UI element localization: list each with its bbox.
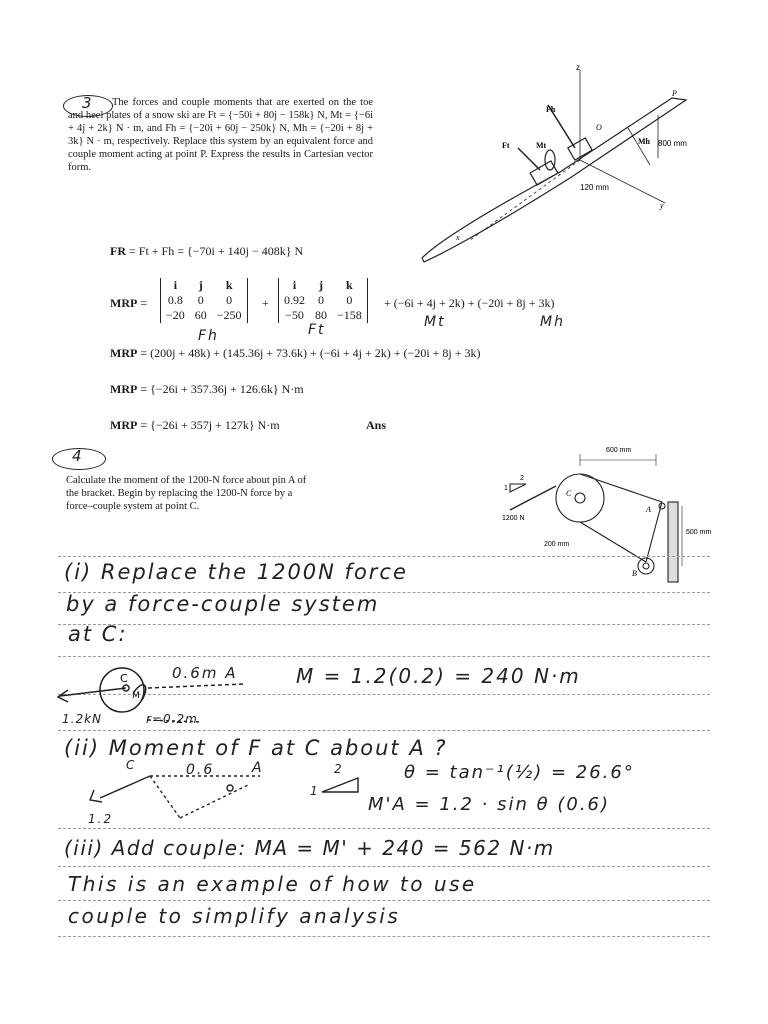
annotation-mt: Mt: [424, 314, 446, 330]
label-ft: Ft: [502, 141, 510, 150]
label-500mm: 500 mm: [686, 529, 712, 536]
step-iii-line: (iii) Add couple: MA = M' + 240 = 562 N·m: [64, 836, 555, 860]
closing-note-2: couple to simplify analysis: [68, 904, 401, 928]
sketch2-force: 1.2: [88, 812, 114, 826]
label-x: x: [456, 233, 460, 242]
label-200mm: 200 mm: [544, 541, 570, 548]
label-1200n: 1200 N: [502, 515, 525, 522]
sketch1-m-label: M: [132, 691, 140, 701]
mrp-line-2: MRP = (200j + 48k) + (145.36j + 73.6k) + (−6i + 4j + 2k) + (−20i + 8j + 3k): [110, 346, 481, 360]
sketch1-distance: 0.6m A: [172, 664, 238, 682]
sketch2-a-label: A: [252, 760, 264, 776]
annotation-ft: Ft: [308, 322, 326, 338]
couple-terms: + (−6i + 4j + 2k) + (−20i + 8j + 3k): [384, 296, 555, 310]
fr-value: = Ft + Fh = {−70i + 140j − 408k} N: [129, 244, 304, 258]
label-2: 2: [520, 475, 524, 482]
closing-note-1: This is an example of how to use: [68, 872, 477, 896]
label-b: B: [632, 569, 637, 578]
ruled-line: [58, 556, 710, 557]
slope-1-label: 1: [310, 784, 320, 798]
fr-equation: [110, 244, 303, 259]
sketch1-force: 1.2kN: [62, 712, 103, 726]
ruled-line: [58, 900, 710, 901]
fr-label: FR: [110, 244, 126, 258]
theta-equation: θ = tan⁻¹(½) = 26.6°: [404, 762, 635, 783]
mrp-line-4: MRP = {−26i + 357j + 127k} N·m: [110, 418, 280, 432]
problem-3-statement: The forces and couple moments that are exerted on the toe and heel plates of a snow ski are Ft = {−50i + 80j − 158k} N, Mt = {−6i + 4j + 2k} N · m, and Fh = {−20i + 60j − 250k} N, Mh = {−20i + 8j + 3k} N · m, respectively. Replace this system by an equivalent force and couple moment acting at point P. Express the results in Cartesian vector form.: [68, 97, 373, 173]
label-z: z: [576, 63, 580, 72]
problem-4-statement: Calculate the moment of the 1200-N force about pin A of the bracket. Begin by replacing the 1200-N force by a force–couple system at point C.: [66, 475, 307, 512]
mrp-line-3: MRP = {−26i + 357.36j + 126.6k} N·m: [110, 382, 304, 396]
cross-product-matrix-2: i j k 0.92 0 0 −50 80 −158: [278, 278, 368, 323]
label-mt: Mt: [536, 141, 547, 150]
annotation-fh: Fh: [198, 328, 219, 344]
step-i-line-1: (i) Replace the 1200N force: [64, 560, 408, 584]
ruled-line: [58, 936, 710, 937]
plus-sign: +: [262, 296, 269, 310]
problem-3-number: 3: [82, 94, 94, 112]
label-p: P: [672, 89, 677, 98]
label-600mm: 600 mm: [606, 447, 632, 454]
sketch2-distance: 0.6: [186, 762, 215, 778]
ruled-line: [58, 656, 710, 657]
sketch1-radius: r=0.2m: [146, 712, 198, 726]
label-y: y: [660, 201, 664, 210]
cross-product-matrix-1: i j k 0.8 0 0 −20 60 −250: [160, 278, 248, 323]
step-ii-line: (ii) Moment of F at C about A ?: [64, 736, 448, 760]
label-1: 1: [504, 485, 508, 492]
bracket-figure: [496, 442, 716, 592]
step-i-line-3: at C:: [68, 622, 128, 646]
label-a: A: [646, 505, 651, 514]
ruled-line: [58, 624, 710, 625]
ski-figure: [410, 60, 710, 265]
mrp-label-1: MRP =: [110, 296, 148, 310]
label-mh: Mh: [638, 137, 650, 146]
label-fh: Fh: [546, 105, 556, 114]
answer-label: Ans: [366, 418, 387, 432]
label-o: O: [596, 123, 602, 132]
ski-body: [422, 98, 686, 262]
ma-prime-equation: M'A = 1.2 · sin θ (0.6): [368, 794, 611, 815]
moment-equation: M = 1.2(0.2) = 240 N·m: [296, 664, 581, 688]
ruled-line: [58, 866, 710, 867]
label-120mm: 120 mm: [580, 183, 609, 192]
sketch1-c-label: C: [120, 672, 128, 685]
step-i-line-2: by a force-couple system: [66, 592, 380, 616]
problem-4-number: 4: [72, 447, 84, 465]
label-c: C: [566, 489, 572, 498]
annotation-mh: Mh: [540, 314, 565, 330]
sketch2-c-label: C: [126, 758, 137, 772]
slope-2-label: 2: [334, 762, 344, 776]
label-800mm: 800 mm: [658, 139, 687, 148]
